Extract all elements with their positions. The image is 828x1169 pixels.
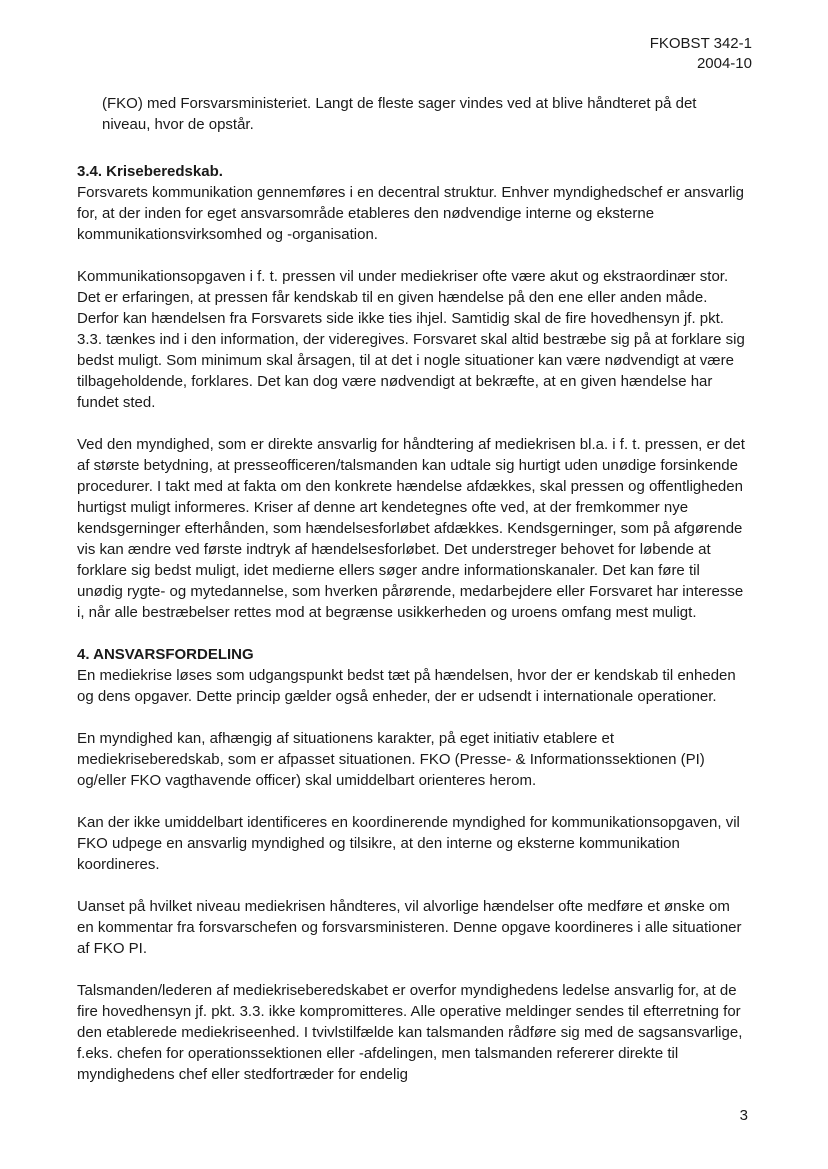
body-paragraph: Forsvarets kommunikation gennemføres i en decentral struktur. Enhver myndighedschef er ansvarlig for, at der inden for eget ansvarsområde etableres den nødvendige interne og eksterne kommunikationsvirksomhed og -organisation. — [77, 184, 744, 243]
page-number: 3 — [739, 1107, 748, 1124]
page-body — [77, 93, 747, 1085]
body-paragraph: Ved den myndighed, som er direkte ansvarlig for håndtering af mediekrisen bl.a. i f. t. pressen, er det af største betydning, at presseofficeren/talsmanden kan udtale sig hurtigt uden unødige forsinkende procedurer. I takt med at fakta om den konkrete hændelse afdækkes, skal pressen og offentligheden hurtigst muligt informeres. Kriser af denne art kendetegnes ofte ved, at der fremkommer nye kendsgerninger efterhånden, som hændelsesforløbet afdækkes. Kendsgerninger, som på afgørende vis kan ændre ved første indtryk af hændelsesforløbet. Det understreger behovet for løbende at forklare sig bedst muligt, idet medierne ellers søger andre informationskanaler. Det kan føre til unødig rygte- og mytedannelse, som hverken pårørende, medarbejdere eller Forsvaret har interesse i, når alle bestræbelser rettes mod at begrænse usikkerheden og uroens omfang mest muligt. — [77, 436, 745, 621]
body-paragraph: Talsmanden/lederen af mediekriseberedskabet er overfor myndighedens ledelse ansvarlig for, at de fire hovedhensyn jf. pkt. 3.3. ikke kompromitteres. Alle operative meldinger sendes til efterretning for den etablerede mediekriseenhed. I tvivlstilfælde kan talsmanden rådføre sig med de sagsansvarlige, f.eks. chefen for operationssektionen eller -afdelingen, men talsmanden refererer direkte til myndighedens chef eller stedfortræder for endelig — [77, 982, 743, 1083]
body-paragraph: En mediekrise løses som udgangspunkt bedst tæt på hændelsen, hvor der er kendskab til enheden og dens opgaver. Dette princip gælder også enheder, der er udsendt i internationale operationer. — [77, 667, 736, 705]
document-id: FKOBST 342-1 — [649, 35, 752, 52]
page-header — [650, 34, 752, 74]
section-4-heading: 4. ANSVARSFORDELING — [77, 646, 254, 663]
body-paragraph: Kan der ikke umiddelbart identificeres en koordinerende myndighed for kommunikationsopgaven, vil FKO udpege en ansvarlig myndighed og tilsikre, at den interne og eksterne kommunikation koordineres. — [77, 814, 740, 873]
document-date: 2004-10 — [696, 55, 752, 72]
body-paragraph: Kommunikationsopgaven i f. t. pressen vil under mediekriser ofte være akut og ekstraordinær stor. Det er erfaringen, at pressen får kendskab til en given hændelse på den ene eller anden måde. Derfor kan hændelsen fra Forsvarets side ikke ties ihjel. Samtidig skal de fire hovedhensyn jf. pkt. 3.3. tænkes ind i den information, der videregives. Forsvaret skal altid bestræbe sig på at forklare sig bedst muligt. Som minimum skal årsagen, til at det i nogle situationer kan være nødvendigt at være tilbageholdende, forklares. Det kan dog være nødvendigt at bekræfte, at en given hændelse har fundet sted. — [77, 268, 745, 411]
body-paragraph: Uanset på hvilket niveau mediekrisen håndteres, vil alvorlige hændelser ofte medføre et ønske om en kommentar fra forsvarschefen og forsvarsministeren. Denne opgave koordineres i alle situationer af FKO PI. — [77, 898, 742, 957]
intro-paragraph: (FKO) med Forsvarsministeriet. Langt de fleste sager vindes ved at blive håndteret på det niveau, hvor de opstår. — [102, 95, 697, 133]
section-3-4-heading: 3.4. Kriseberedskab. — [77, 163, 223, 180]
body-paragraph: En myndighed kan, afhængig af situationens karakter, på eget initiativ etablere et mediekriseberedskab, som er afpasset situationen. FKO (Presse- & Informationssektionen (PI) og/eller FKO vagthavende officer) skal umiddelbart orienteres herom. — [77, 730, 705, 789]
